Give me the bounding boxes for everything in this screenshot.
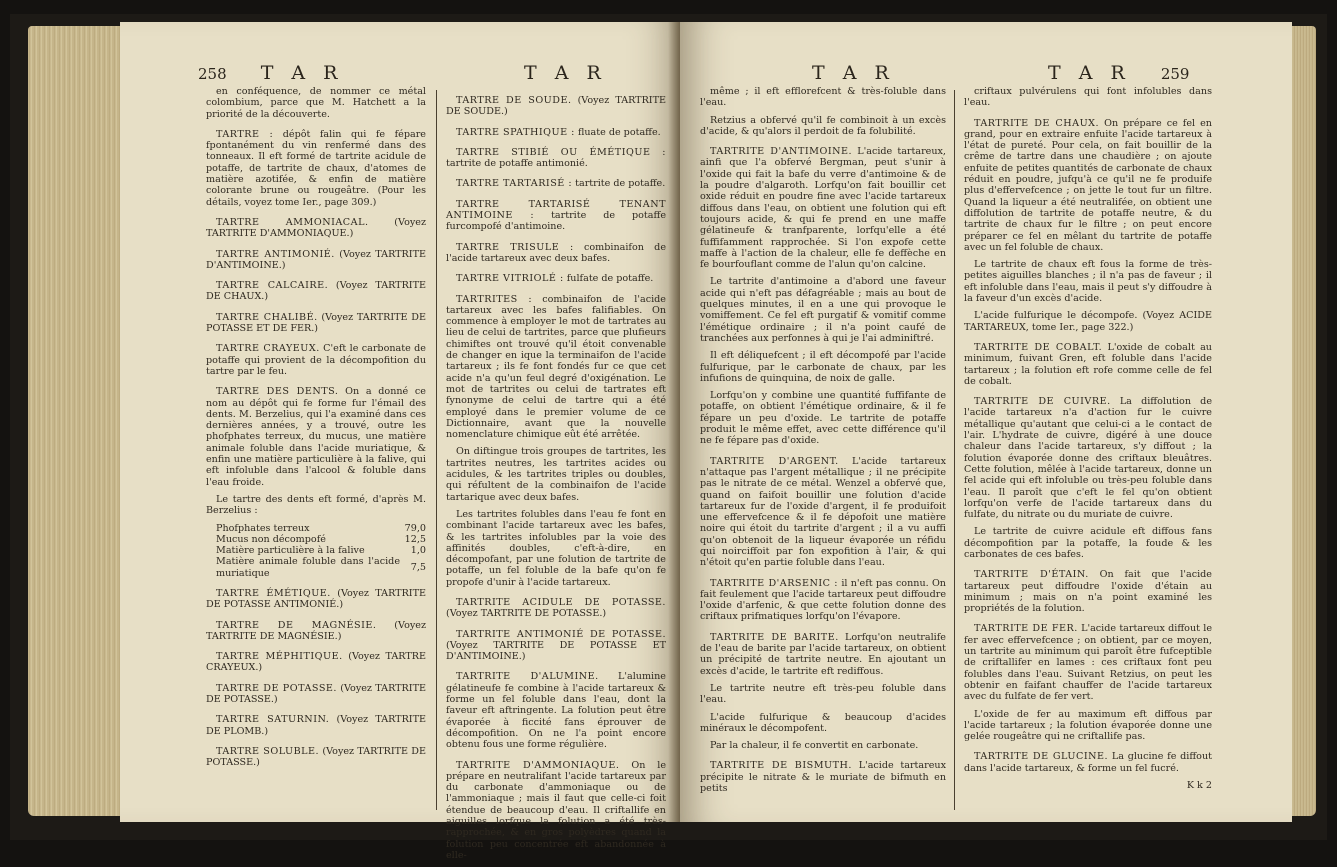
dictionary-entry — [964, 118, 1212, 254]
entry-headword: TARTRITE D'ARSENIC : — [710, 577, 839, 589]
paragraph — [700, 115, 946, 138]
paragraph — [700, 276, 946, 344]
entry-headword: TARTRITE DE BARITE. — [710, 631, 839, 643]
page-edges-left — [28, 26, 128, 816]
table-row — [216, 534, 426, 545]
paragraph — [206, 86, 426, 120]
entry-text: (Voyez TARTRE CRAYEUX.) — [206, 651, 426, 674]
dictionary-entry — [700, 146, 946, 270]
dictionary-entry — [446, 273, 666, 284]
entry-text: On a donné ce nom au dépôt qui fe forme fur l'émail des dents. M. Berzelius, qui l'a examiné dans ces dernières années, y a trouvé, outre les phofphates terreux, du mucus, une matière animale foluble dans l'acide muriatique, & enfin une matière particulière à la falive, qui eft infoluble dans l'alcool & foluble dans l'eau froide. — [206, 386, 426, 488]
dictionary-entry — [964, 342, 1212, 387]
paragraph — [700, 350, 946, 384]
paragraph — [446, 509, 666, 588]
entry-headword: TARTRE SPATHIQUE : — [456, 126, 575, 138]
entry-headword: TARTRE STIBIÉ OU ÉMÉTIQUE : — [456, 146, 666, 158]
paragraph — [700, 740, 946, 751]
dictionary-entry — [446, 629, 666, 663]
entry-text: Le tartrite neutre eft très-peu foluble dans l'eau. — [700, 682, 946, 706]
entry-text: Par la chaleur, il fe convertit en carbonate. — [710, 740, 919, 752]
entry-text: (Voyez TARTRITE DE CHAUX.) — [206, 280, 426, 303]
table-label: Matière animale foluble dans l'acide muriatique — [216, 556, 400, 579]
table-row — [216, 523, 426, 534]
entry-text: Le tartrite d'antimoine a d'abord une faveur acide qui n'eft pas défagréable ; mais au bout de quelques minutes, il en a une qui provoque le vomiffement. Ce fel eft purgatif & vomitif comme l'émétique ordinaire ; il n'a point caufé de tranchées aux perfonnes à qui je l'ai adminiftré. — [700, 276, 946, 344]
entry-text: combinaifon de l'acide tartareux avec deux bafes. — [446, 241, 666, 264]
dictionary-entry — [206, 386, 426, 488]
table-row — [216, 556, 426, 579]
entry-text: La glucine fe diffout dans l'acide tartareux, & forme un fel fucré. — [964, 751, 1212, 774]
entry-headword: TARTRE DE POTASSE. — [216, 682, 337, 694]
entry-headword: TARTRITE ACIDULE DE POTASSE. — [456, 596, 666, 608]
entry-headword: TARTRITE D'AMMONIAQUE. — [456, 759, 620, 771]
dictionary-entry — [700, 456, 946, 569]
table-value: 12,5 — [404, 533, 426, 545]
right-page-number: 259 — [1160, 65, 1190, 83]
paragraph — [206, 494, 426, 517]
left-page — [120, 22, 680, 861]
entry-headword: TARTRE CALCAIRE. — [216, 280, 329, 292]
paragraph — [700, 86, 946, 109]
entry-headword: TARTRITE DE CUIVRE. — [974, 396, 1111, 408]
entry-text: Il eft déliquefcent ; il eft décompofé par l'acide fulfurique, par le carbonate de chaux, par les infufions de quinquina, de noix de galle. — [700, 350, 946, 384]
paragraph — [964, 310, 1212, 333]
dictionary-entry — [446, 242, 666, 265]
entry-text: même ; il eft efflorefcent & très-foluble dans l'eau. — [700, 86, 946, 109]
entry-headword: TARTRE DE SOUDE. — [456, 95, 572, 106]
dictionary-entry — [206, 746, 426, 769]
dictionary-entry — [206, 312, 426, 335]
dictionary-entry — [446, 147, 666, 170]
entry-text: L'acide tartareux n'attaque pas l'argent métallique ; il ne précipite pas le nitrate de ce métal. Wenzel a obfervé que, quand on faifoit bouillir une folution d'acide tartareux fur de l'oxide d'argent, il fe produifoit une effervefcence & il fe dépofoit une matière noire qui étoit du tartrite d'argent ; il a vu auffi qu'on obtenoit de la liqueur évaporée un réfidu qui noirciffoit par fon expofition à l'air, & qui n'étoit qu'en partie foluble dans l'eau. — [700, 455, 946, 569]
entry-text: Retzius a obfervé qu'il fe combinoit à un excès d'acide, & qu'alors il perdoit de fa folubilité. — [700, 114, 946, 137]
dictionary-entry — [206, 343, 426, 377]
entry-text: (Voyez TARTRITE DE PLOMB.) — [206, 714, 426, 737]
right-page — [680, 22, 1292, 822]
entry-text: tartrite de potaffe furcompofé d'antimoine. — [446, 210, 666, 233]
dictionary-entry — [446, 95, 666, 118]
entry-headword: TARTRITE DE COBALT. — [974, 341, 1103, 353]
dictionary-entry — [446, 671, 666, 750]
entry-headword: TARTRE DE MAGNÉSIE. — [216, 619, 377, 631]
entry-text: (Voyez TARTRITE DE POTASSE.) — [206, 745, 426, 769]
right-column-1 — [700, 86, 946, 800]
dictionary-entry — [206, 249, 426, 272]
paragraph — [964, 526, 1212, 560]
entry-headword: TARTRE : — [216, 128, 274, 140]
paragraph — [964, 259, 1212, 304]
entry-text: L'acide tartareux précipite le nitrate & le muriate de bifmuth en petits — [700, 760, 946, 795]
entry-text: (Voyez TARTRITE DE MAGNÉSIE.) — [206, 619, 426, 642]
entry-text: il n'eft pas connu. On fait feulement que l'acide tartareux peut diffoudre l'oxide d'arfenic, & que cette folution donne des criftaux prifmatiques lorfqu'on l'évapore. — [700, 577, 946, 623]
entry-text: L'alumine gélatineufe fe combine à l'acide tartareux & forme un fel foluble dans l'eau, dont la faveur eft aftringente. La folution peut être évaporée à ficcité fans éprouver de décompofition. On ne l'a point encore obtenu fous une forme régulière. — [446, 671, 666, 751]
entry-text: fulfate de potaffe. — [566, 273, 654, 285]
column-rule-right — [954, 90, 955, 810]
paragraph — [964, 709, 1212, 743]
entry-text: dépôt falin qui fe fépare fpontanément du vin renfermé dans des tonneaux. Il eft formé de tartrite acidule de potaffe, de tartrite de chaux, d'atomes de matière azotifée, & enfin de matière colorante brune ou rougeâtre. (Pour les détails, voyez tome Ier., page 309.) — [206, 128, 426, 208]
entry-text: (Voyez TARTRITE DE POTASSE ET D'ANTIMOINE.) — [446, 639, 666, 663]
dictionary-entry — [964, 569, 1212, 614]
left-column-2 — [446, 86, 666, 867]
entry-text: Le tartrite de cuivre acidule eft diffous fans décompofition par la potaffe, la foude & les carbonates de ces bafes. — [964, 526, 1212, 560]
entry-text: tartrite de potaffe antimonié. — [446, 158, 588, 170]
paragraph — [700, 712, 946, 735]
table-value: 79,0 — [404, 522, 426, 534]
table-row — [216, 545, 426, 556]
paragraph — [700, 390, 946, 446]
entry-text: criftaux pulvérulens qui font infolubles dans l'eau. — [964, 86, 1212, 109]
entry-headword: TARTRE VITRIOLÉ : — [456, 273, 564, 285]
table-label: Mucus non décompofé — [216, 533, 326, 545]
dictionary-entry — [206, 280, 426, 303]
dictionary-entry — [206, 714, 426, 737]
entry-headword: TARTRE TARTARISÉ : — [456, 178, 573, 190]
table-label: Matière particulière à la falive — [216, 545, 365, 557]
column-rule — [436, 90, 437, 810]
paragraph — [700, 683, 946, 706]
entry-headword: TARTRE MÉPHITIQUE. — [216, 651, 343, 663]
entry-text: On le prépare en neutralifant l'acide tartareux par du carbonate d'ammoniaque ou de l'ammoniaque ; mais il faut que celle-ci foit étendue de beaucoup d'eau. Il criftallife en aiguilles lorfque la folution a été très-rapprochée, & en gros polyèdres quand la folution peu concentrée eft abandonnée à elle- — [446, 759, 666, 861]
entry-headword: TARTRE SATURNIN. — [216, 714, 330, 726]
dictionary-entry — [206, 683, 426, 706]
dictionary-entry — [964, 396, 1212, 520]
entry-text: C'eft le carbonate de potaffe qui provient de la décompofition du tartre par le feu. — [206, 343, 426, 377]
entry-text: (Voyez TARTRITE DE POTASSE.) — [206, 682, 426, 706]
entry-text: L'acide tartareux, ainfi que l'a obfervé Bergman, peut s'unir à l'oxide qui fait la bafe du verre d'antimoine & de la poudre d'algaroth. Lorfqu'on fait bouillir cet oxide réduit en poudre fine avec l'acide tartareux diffous dans l'eau, on obtient une folution qui eft toujours acide, & qui fe prend en une maffe gélatineufe & tranfparente, lorfqu'elle a été fuffifamment rapprochée. Si l'on expofe cette maffe à l'action de la chaleur, elle fe deffèche en fe bourfouflant comme de l'alun qu'on calcine. — [700, 146, 946, 271]
dictionary-entry — [700, 632, 946, 677]
right-running-head-left: T A R — [812, 62, 895, 84]
dictionary-entry — [206, 129, 426, 208]
dictionary-entry — [964, 751, 1212, 774]
dictionary-entry — [700, 578, 946, 623]
entry-text: L'oxide de fer au maximum eft diffous par l'acide tartareux ; la folution évaporée donne une gelée rougeâtre qui ne criftallife pas. — [964, 708, 1212, 743]
left-column-1 — [206, 86, 426, 775]
entry-headword: TARTRE SOLUBLE. — [216, 745, 320, 757]
entry-headword: TARTRE ANTIMONIÉ. — [216, 248, 335, 260]
dictionary-entry — [964, 623, 1212, 702]
dictionary-entry — [206, 217, 426, 240]
entry-headword: TARTRITES : — [456, 293, 533, 305]
dictionary-entry — [446, 294, 666, 441]
right-column-2 — [964, 86, 1212, 791]
entry-headword: TARTRITE D'ANTIMOINE. — [710, 146, 853, 158]
dictionary-entry — [446, 199, 666, 233]
entry-text: combinaifon de l'acide tartareux avec les bafes falifiables. On commence à employer le mot de tartrates au lieu de celui de tartrites, parce que plufieurs chimiftes ont trouvé qu'il étoit convenable de changer en ique la terminaifon de l'acide tartareux ; ils fe font fondés fur ce que cet acide n'a qu'un feul degré d'oxigénation. Le mot de tartrites ou celui de tartrates eft fynonyme de celui de tartre qui a été employé dans le premier volume de ce Dictionnaire, avant que la nouvelle nomenclature chimique eût été arrêtée. — [446, 293, 666, 441]
composition-table — [216, 523, 426, 579]
entry-text: On prépare ce fel en grand, pour en extraire enfuite l'acide tartareux à l'état de pureté. Pour cela, on fait bouillir de la crême de tartre dans une chaudière ; on ajoute enfuite de petites quantités de carbonate de chaux réduit en poudre, jufqu'à ce qu'il ne fe produife plus d'effervefcence ; on jette le tout fur un filtre. Quand la liqueur a été neutralifée, on obtient une diffolution de tartrite de potaffe neutre, & du tartrite de chaux fur le filtre ; on peut encore préparer ce fel en mêlant du tartrite de potaffe avec un fel foluble de chaux. — [964, 117, 1212, 253]
entry-headword: TARTRITE D'ARGENT. — [710, 455, 839, 467]
entry-text: Lorfqu'on neutralife de l'eau de barite par l'acide tartareux, on obtient un précipité de tartrite neutre. En ajoutant un excès d'acide, le tartrite eft rediffous. — [700, 631, 946, 677]
entry-headword: TARTRE TARTARISÉ TENANT ANTIMOINE : — [446, 198, 666, 222]
table-label: Phofphates terreux — [216, 522, 310, 534]
entry-headword: TARTRITE D'ÉTAIN. — [974, 569, 1089, 581]
dictionary-entry — [446, 127, 666, 138]
entry-text: Le tartrite de chaux eft fous la forme de très-petites aiguilles blanches ; il n'a pas de faveur ; il eft infoluble dans l'eau, mais il peut s'y diffoudre à la faveur d'un excès d'acide. — [964, 259, 1212, 305]
dictionary-entry — [206, 588, 426, 611]
entry-headword: TARTRITE DE BISMUTH. — [710, 760, 852, 772]
entry-headword: TARTRE AMMONIACAL. — [216, 216, 369, 228]
entry-text: Les tartrites folubles dans l'eau fe font en combinant l'acide tartareux avec les bafes, & les tartrites infolubles par la voie des affinités doubles, c'eft-à-dire, en décompofant, par une folution de tartrite de potaffe, un fel foluble de la bafe qu'on fe propofe d'unir à l'acide tartareux. — [446, 508, 666, 588]
entry-text: La diffolution de l'acide tartareux n'a d'action fur le cuivre métallique qu'autant que celui-ci a le contact de l'air. L'hydrate de cuivre, digéré à une douce chaleur dans l'acide tartareux, s'y diffout ; la folution évaporée donne des criftaux bleuâtres. Cette folution, mêlée à l'acide tartareux, donne un fel acide qui eft infoluble ou très-peu foluble dans l'eau. Il paroît que c'eft le fel qu'on obtient lorfqu'on verfe de l'acide tartareux dans du fulfate, du nitrate ou du muriate de cuivre. — [964, 396, 1212, 521]
entry-text: (Voyez TARTRITE D'ANTIMOINE.) — [206, 248, 426, 271]
entry-text: (Voyez TARTRITE DE POTASSE ET DE FER.) — [206, 311, 426, 335]
signature-mark: K k 2 — [1186, 780, 1212, 792]
table-value: 7,5 — [410, 562, 426, 574]
entry-text: L'oxide de cobalt au minimum, fuivant Gren, eft foluble dans l'acide tartareux ; la folution eft rofe comme celle de fel de cobalt. — [964, 341, 1212, 387]
entry-text: en conféquence, de nommer ce métal colombium, parce que M. Hatchett a la priorité de la découverte. — [206, 86, 426, 120]
entry-text: Lorfqu'on y combine une quantité fuffifante de potaffe, on obtient l'émétique ordinaire, & il fe fépare un peu d'oxide. Le tartrite de potaffe produit le même effet, avec cette différence qu'il ne fe fépare pas d'oxide. — [700, 390, 946, 447]
dictionary-entry — [446, 178, 666, 189]
dictionary-entry — [206, 651, 426, 674]
entry-headword: TARTRE DES DENTS. — [216, 386, 339, 398]
right-running-head-right: T A R 259 — [1048, 62, 1190, 84]
entry-headword: TARTRITE D'ALUMINE. — [456, 671, 599, 683]
entry-text: On diftingue trois groupes de tartrites, les tartrites neutres, les tartrites acides ou acidules, & les tartrites triples ou doubles, qui réfultent de la combinaifon de l'acide tartarique avec deux bafes. — [446, 446, 666, 503]
entry-headword: TARTRE CHALIBÉ. — [216, 311, 318, 323]
paragraph — [964, 86, 1212, 109]
paragraph — [446, 446, 666, 502]
entry-text: (Voyez TARTRITE DE POTASSE.) — [446, 608, 607, 620]
entry-headword: TARTRITE ANTIMONIÉ DE POTASSE. — [456, 628, 666, 640]
entry-text: (Voyez TARTRITE D'AMMONIAQUE.) — [206, 216, 426, 240]
entry-text: L'acide fulfurique le décompofe. (Voyez ACIDE TARTAREUX, tome Ier., page 322.) — [964, 310, 1212, 333]
dictionary-entry — [700, 760, 946, 794]
entry-text: L'acide fulfurique & beaucoup d'acides minéraux le décompofent. — [700, 711, 946, 734]
table-value: 1,0 — [410, 545, 426, 557]
entry-headword: TARTRE ÉMÉTIQUE. — [216, 587, 331, 599]
dictionary-entry — [206, 620, 426, 643]
entry-text: (Voyez TARTRITE DE SOUDE.) — [446, 95, 666, 118]
entry-text: Le tartre des dents eft formé, d'après M. Berzelius : — [206, 493, 426, 517]
dictionary-entry — [446, 597, 666, 620]
entry-text: On fait que l'acide tartareux peut diffoudre l'oxide d'étain au minimum ; mais on n'a point examiné les propriétés de la folution. — [964, 569, 1212, 615]
left-running-head-left: 258 T A R — [198, 62, 344, 84]
entry-text: tartrite de potaffe. — [575, 178, 666, 190]
entry-text: L'acide tartareux diffout le fer avec effervefcence ; on obtient, par ce moyen, un tartrite au minimum qui paroît être fufceptible de criftallifer en lames : ces criftaux font peu folubles dans l'eau. Suivant Retzius, on peut les obtenir en faifant chauffer de l'acide tartareux avec du fulfate de fer vert. — [964, 623, 1212, 703]
entry-text: fluate de potaffe. — [577, 126, 661, 138]
entry-text: (Voyez TARTRITE DE POTASSE ANTIMONIÉ.) — [206, 587, 426, 611]
dictionary-entry — [446, 760, 666, 862]
entry-headword: TARTRITE DE FER. — [974, 623, 1078, 635]
left-page-number: 258 — [198, 65, 227, 83]
entry-headword: TARTRITE DE CHAUX. — [974, 117, 1100, 129]
page-edges-right — [1290, 26, 1316, 816]
left-running-head-right: T A R — [524, 62, 607, 84]
entry-headword: TARTRE TRISULE : — [456, 241, 574, 253]
entry-headword: TARTRE CRAYEUX. — [216, 343, 320, 355]
entry-headword: TARTRITE DE GLUCINE. — [974, 751, 1109, 763]
